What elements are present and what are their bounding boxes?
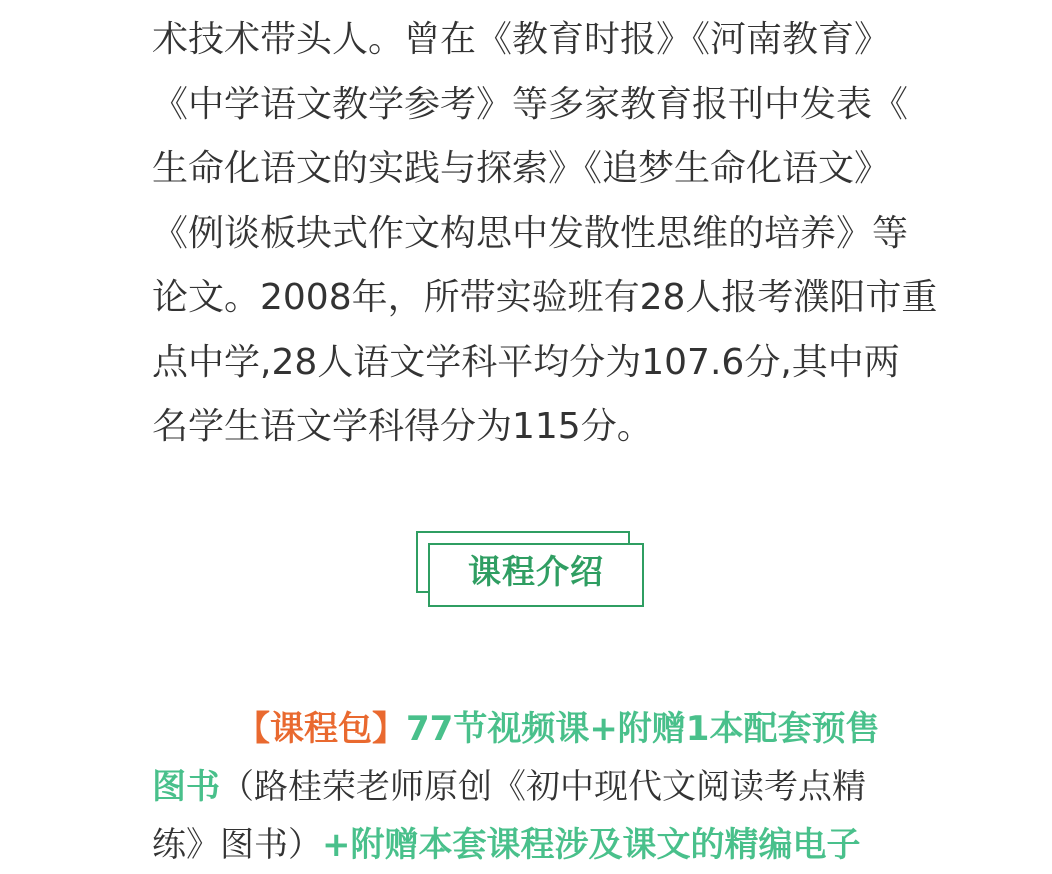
teacher-bio (152, 8, 938, 460)
bio-line-4: 《例谈板块式作文构思中发散性思维的培养》等 (152, 212, 909, 254)
course-line-3 (152, 816, 922, 874)
bio-line-6: 点中学,28人语文学科平均分为107.6分,其中两 (152, 341, 900, 383)
course-line-2-highlight: 图书 (152, 767, 220, 807)
course-line-2-text: （路桂荣老师原创《初中现代文阅读考点精 (220, 767, 866, 807)
bio-line-7: 名学生语文学科得分为115分。 (152, 406, 653, 447)
course-line-1-highlight: 77节视频课+附赠1本配套预售 (406, 709, 880, 749)
bio-line-2: 《中学语文教学参考》等多家教育报刊中发表《 (152, 83, 909, 125)
course-line-3-text: 练》图书） (152, 825, 322, 865)
course-description (152, 700, 922, 874)
section-heading-box (416, 531, 644, 607)
bio-line-1: 术技术带头人。曾在《教育时报》《河南教育》 (152, 19, 891, 60)
course-package-tag: 【课程包】 (236, 709, 406, 749)
course-line-3-highlight: +附赠本套课程涉及课文的精编电子 (322, 825, 861, 865)
course-line-2 (152, 758, 922, 816)
bio-line-5: 论文。2008年，所带实验班有28人报考濮阳市重 (152, 277, 938, 318)
bio-line-3: 生命化语文的实践与探索》《追梦生命化语文》 (152, 148, 891, 189)
course-line-1 (152, 700, 922, 758)
section-title: 课程介绍 (468, 552, 604, 591)
